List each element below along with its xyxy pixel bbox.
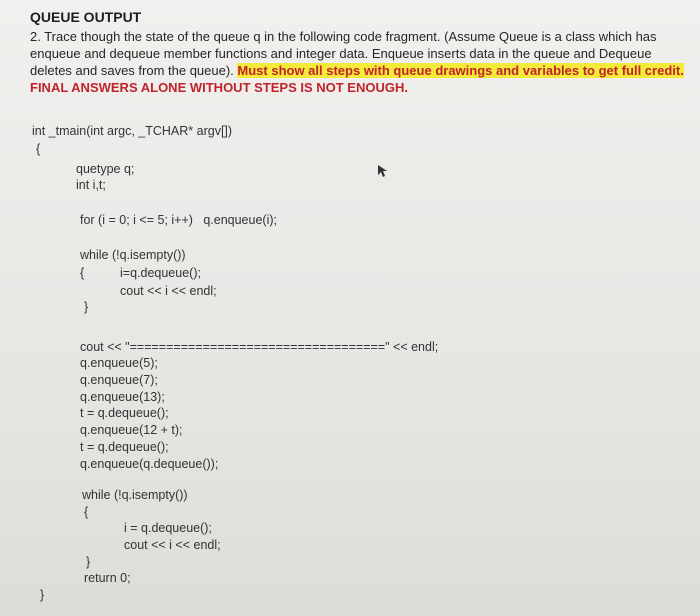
stmt-dequeue-t: t = q.dequeue();: [80, 406, 169, 420]
final-answers-note: FINAL ANSWERS ALONE WITHOUT STEPS IS NOT ENOUGH.: [30, 80, 408, 95]
cout-separator: cout << "===================================" << endl;: [80, 340, 439, 354]
while-loop-2: while (!q.isempty()): [82, 488, 188, 502]
highlighted-requirement: Must show all steps with queue drawings and variables to get full credit.: [237, 63, 684, 78]
stmt-enqueue-7: q.enqueue(7);: [80, 373, 158, 387]
while1-close-brace: }: [84, 300, 89, 314]
stmt-enqueue-5: q.enqueue(5);: [80, 356, 158, 370]
main-signature: int _tmain(int argc, _TCHAR* argv[]): [32, 124, 233, 138]
stmt-enqueue-dequeue: q.enqueue(q.dequeue());: [80, 457, 219, 471]
mouse-cursor-icon: [377, 164, 389, 178]
stmt-dequeue-t-2: t = q.dequeue();: [80, 440, 169, 454]
while1-dequeue: i=q.dequeue();: [120, 266, 201, 280]
description-line-2: enqueue and dequeue member functions and integer data. Enqueue inserts data in the queue and Dequeue: [30, 46, 652, 61]
stmt-enqueue-13: q.enqueue(13);: [80, 390, 165, 404]
for-loop-line: for (i = 0; i <= 5; i++) q.enqueue(i);: [80, 213, 277, 227]
description-line-1: 2. Trace though the state of the queue q in the following code fragment. (Assume Queue is a class which has: [30, 29, 657, 44]
while-loop-1: while (!q.isempty()): [80, 248, 186, 262]
while2-cout: cout << i << endl;: [124, 538, 221, 552]
main-close-brace: }: [40, 588, 45, 602]
while2-open-brace: {: [84, 505, 89, 519]
while2-dequeue: i = q.dequeue();: [124, 521, 212, 535]
while2-close-brace: }: [86, 555, 91, 569]
problem-statement: [30, 8, 690, 96]
decl-ints: int i,t;: [76, 178, 106, 192]
decl-queue: quetype q;: [76, 162, 135, 176]
stmt-enqueue-12-plus-t: q.enqueue(12 + t);: [80, 423, 183, 437]
while1-cout: cout << i << endl;: [120, 284, 217, 298]
while1-open-brace: {: [80, 266, 85, 280]
return-statement: return 0;: [84, 571, 131, 585]
description-line-3-text: deletes and saves from the queue).: [30, 63, 238, 78]
description-line-3: [30, 62, 690, 79]
problem-description: [30, 28, 690, 96]
section-title: QUEUE OUTPUT: [30, 9, 142, 25]
main-open-brace: {: [36, 142, 41, 156]
